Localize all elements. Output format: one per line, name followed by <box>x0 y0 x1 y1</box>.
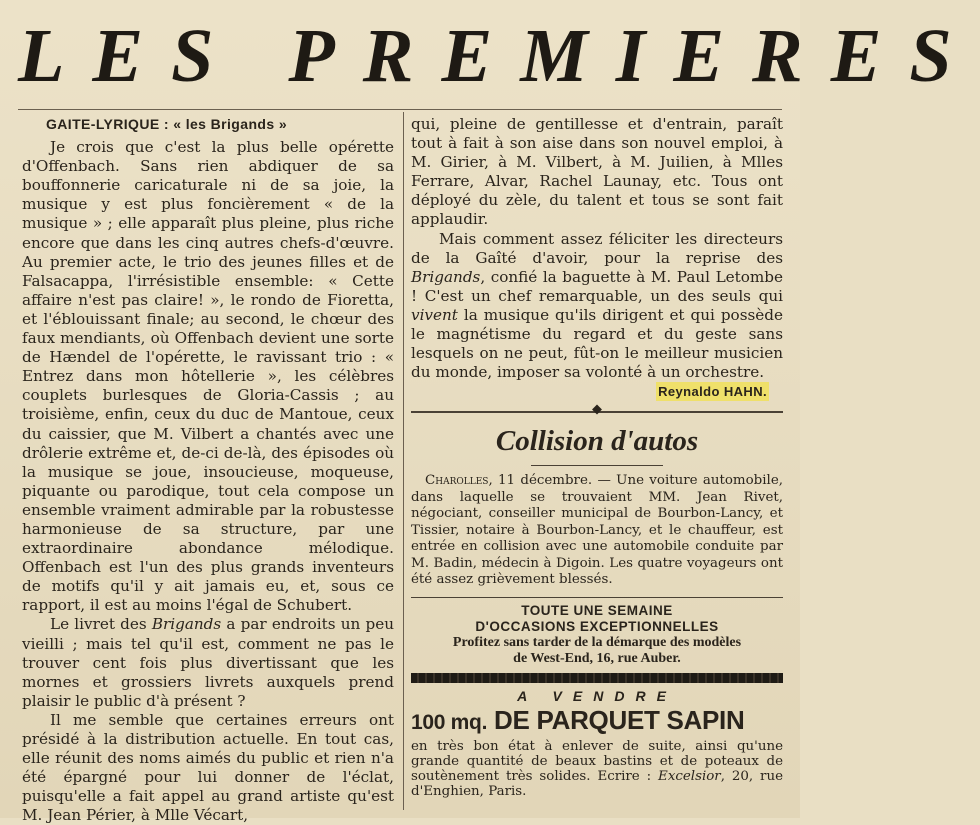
opera-title: Brigands <box>411 267 481 286</box>
ad-text: en très bon état à enlever de suite, ainsi qu'une grande quantité de beaux bastins et de poteaux de soutènement très solides. Ecrire : <box>411 738 783 784</box>
ad-divider <box>411 597 783 598</box>
parquet-headline <box>411 704 783 739</box>
diamond-ornament-icon <box>592 405 602 415</box>
ad-black-bar <box>411 673 783 683</box>
signature-row <box>411 382 783 401</box>
section-masthead: LES PREMIERES <box>18 14 980 98</box>
column-separator <box>403 112 404 810</box>
review-signature: Reynaldo HAHN. <box>656 382 769 401</box>
masthead-rule <box>18 109 782 110</box>
ad-line: Profitez sans tarder de la démarque des modèles <box>452 634 742 650</box>
ad-text: , 20, rue d'Enghien, Paris. <box>411 768 784 799</box>
opera-title: Brigands <box>151 615 222 634</box>
small-rule <box>411 463 783 469</box>
parquet-ad-body <box>411 739 783 799</box>
review-text: a par endroits un peu vieilli ; mais tel qu'il est, comment ne pas le trouver cent fois plus divertissant que les mornes et grossiers livrets auxquels prend plaisir le public d'à présent ? <box>22 615 394 710</box>
ad-line: de West-End, 16, rue Auber. <box>513 650 681 666</box>
review-text: la musique qu'ils dirigent et qui possède le magnétisme du regard et du geste sans lesquels on ne peut, fût-on le meilleur musicien du monde, imposer sa volonté à un orchestre. <box>411 305 783 382</box>
collision-text: , 11 décembre. — Une voiture automobile, dans laquelle se trouvaient MM. Jean Rivet, négociant, conseiller municipal de Bourbon-Lancy, et Tissier, notaire à Bourbon-Lancy, et le chauffeur, est entrée en collision avec une automobile conduite par M. Badin, médecin à Digoin. Les quatre voyageurs ont été assez grièvement blessés. <box>411 473 783 588</box>
collision-title: Collision d'autos <box>495 425 699 458</box>
westend-advertisement <box>411 603 783 667</box>
review-paragraph-3: Il me semble que certaines erreurs ont présidé à la distribution actuelle. En tout cas, elle réunit des noms aimés du public et rien n'a été épargné pour lui donner de l'éclat, puisqu'elle a fait appel au grand artiste qu'est M. Jean Périer, à Mlle Vécart, <box>22 710 394 825</box>
review-paragraph-2 <box>22 615 394 710</box>
review-column-left <box>22 115 394 825</box>
ornament-divider <box>411 407 783 417</box>
parquet-product: DE PARQUET SAPIN <box>487 704 745 735</box>
emphasis-word: vivent <box>411 305 458 324</box>
right-column <box>411 115 783 799</box>
vendre-header: A VENDRE <box>517 687 677 704</box>
review-text: Mais comment assez féliciter les directeurs de la Gaîté d'avoir, pour la reprise des <box>411 229 783 267</box>
parquet-quantity: 100 mq. <box>411 710 488 734</box>
collision-article <box>411 473 783 589</box>
dateline-place: Charolles <box>425 473 489 489</box>
review-paragraph-1: Je crois que c'est la plus belle opérette d'Offenbach. Sans rien abdiquer de sa bouffonnerie caricaturale ni de sa joie, la musique y est plus foncièrement « de la musique » ; elle apparaît plus pleine, plus riche encore que dans les cinq autres chefs-d'œuvre. Au premier acte, le trio des jeunes filles et de Falsacappa, l'irrésistible ensemble: « Cette affaire n'est pas claire! », le rondo de Fioretta, et l'éblouissant finale; au second, le chœur des faux mendiants, où Offenbach devient une sorte de Hændel de l'opérette, le ravissant trio : « Entrez dans mon hôtellerie », les célèbres couplets burlesques de Gloria-Cassis ; au troisième, enfin, ceux du duc de Mantoue, ceux du caissier, que M. Vilbert a chantés avec une drôlerie extrême et, de-ci de-là, des épisodes où la musique se joue, insoucieuse, moqueuse, piquante ou parodique, tout cela compose un ensemble vraiment admirable par la robustesse harmonieuse de sa structure, par une extraordinaire abondance mélodique. Offenbach est l'un des plus grands inventeurs de motifs qu'il y ait jamais eu, et, sous ce rapport, il est au moins l'égal de Schubert. <box>22 138 394 615</box>
ad-line: TOUTE UNE SEMAINE <box>521 602 673 618</box>
review-paragraph-4 <box>411 230 783 383</box>
newspaper-name: Excelsior <box>658 768 721 784</box>
review-text: , confié la baguette à M. Paul Letombe ! C'est un chef remarquable, un des seuls qui <box>411 267 783 305</box>
ad-line: D'OCCASIONS EXCEPTIONNELLES <box>475 618 719 634</box>
review-paragraph-3-continued: qui, pleine de gentillesse et d'entrain, paraît tout à fait à son aise dans son nouvel emploi, à M. Girier, à M. Vilbert, à M. Juilien, à Mlles Ferrare, Alvar, Rachel Launay, etc. Tous ont déployé du zèle, du talent et tous se sont fait applaudir. <box>411 115 783 229</box>
review-text: Le livret des <box>50 615 152 634</box>
review-heading: GAITE-LYRIQUE : « les Brigands » <box>46 116 288 132</box>
